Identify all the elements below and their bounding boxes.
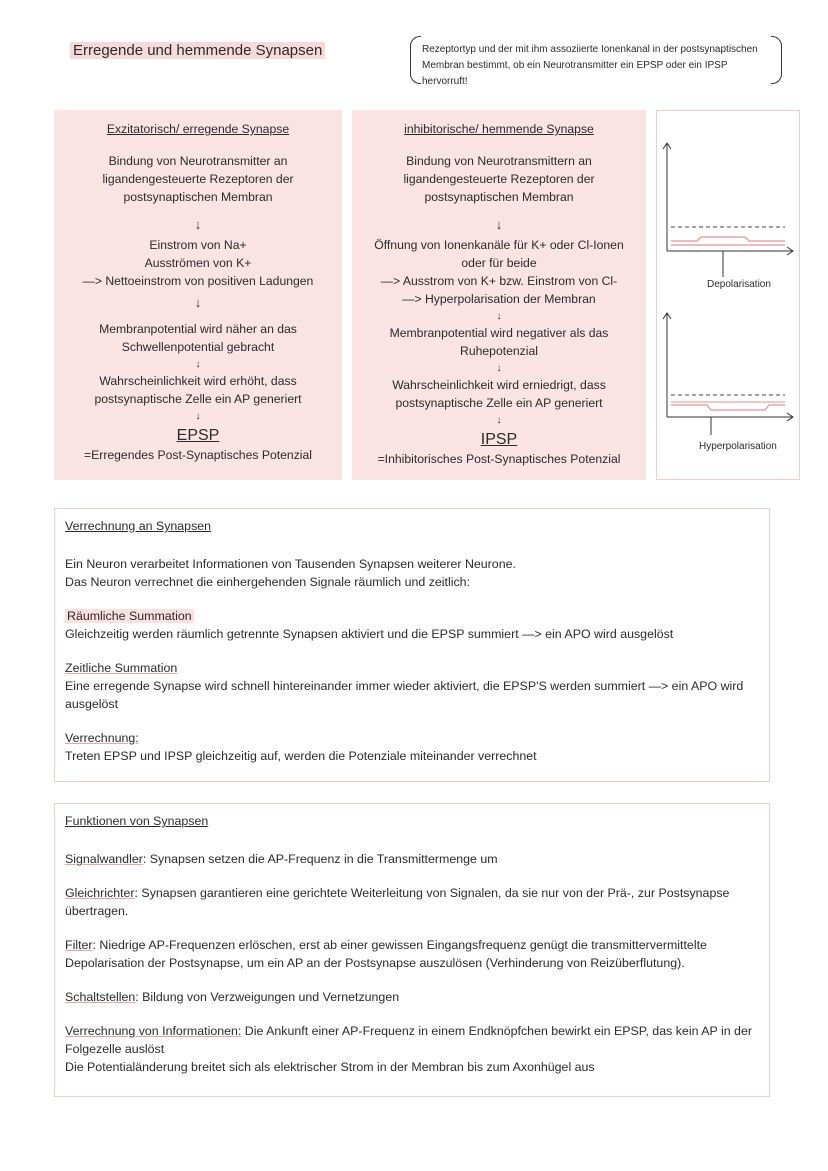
arrow-down-icon: ↓ bbox=[194, 217, 202, 232]
depolarisation-label: Depolarisation bbox=[707, 279, 771, 290]
zeitliche-summation: Zeitliche Summation Eine erregende Synapse wird schnell hintereinander immer wieder aktiviert, die EPSP'S werden summiert —> ein APO wird ausgelöst bbox=[65, 661, 744, 711]
arrow-down-icon: ↓ bbox=[496, 311, 502, 322]
funktionen-heading: Funktionen von Synapsen bbox=[65, 814, 209, 828]
excitatory-box bbox=[54, 110, 342, 480]
funktion-item: Schaltstellen: Bildung von Verzweigungen und Vernetzungen bbox=[65, 990, 400, 1004]
inhibitory-step1: Bindung von Neurotransmittern an ligandengesteuerte Rezeptoren der postsynaptischen Membran bbox=[403, 154, 595, 204]
arrow-down-icon: ↓ bbox=[195, 411, 201, 422]
funktion-item: Signalwandler: Synapsen setzen die AP-Frequenz in die Transmittermenge um bbox=[65, 852, 498, 866]
funktion-item: Filter: Niedrige AP-Frequenzen erlöschen, erst ab einer gewissen Eingangsfrequenz genügt die transmittervermittelte Depolarisation der Postsynapse, um ein AP an der Postsynapse auszulösen (Verhinderung von Reizüberflutung). bbox=[65, 938, 707, 970]
bracket-left bbox=[410, 36, 421, 84]
note-text: Rezeptortyp und der mit ihm assoziierte Ionenkanal in der postsynaptischen Membran bestimmt, ob ein Neurotransmitter ein EPSP oder ein IPSP hervorruft! bbox=[422, 44, 758, 87]
hyperpolarisation-label: Hyperpolarisation bbox=[699, 441, 777, 452]
page-title: Erregende und hemmende Synapsen bbox=[70, 42, 325, 59]
verrechnung-heading: Verrechnung an Synapsen bbox=[65, 519, 212, 533]
excitatory-step1: Bindung von Neurotransmitter an ligandengesteuerte Rezeptoren der postsynaptischen Membran bbox=[102, 154, 294, 204]
inhibitory-box bbox=[352, 110, 646, 480]
arrow-down-icon: ↓ bbox=[496, 415, 502, 426]
inhibitory-heading: inhibitorische/ hemmende Synapse bbox=[404, 122, 594, 136]
ipsp-curve bbox=[671, 405, 785, 410]
epsp-full: =Erregendes Post-Synaptisches Potenzial bbox=[84, 448, 312, 462]
graph-box bbox=[656, 110, 800, 480]
arrow-down-icon: ↓ bbox=[195, 359, 201, 370]
arrow-down-icon: ↓ bbox=[194, 295, 202, 310]
funktion-item: Gleichrichter: Synapsen garantieren eine gerichtete Weiterleitung von Signalen, da sie nur von der Prä-, zur Postsynapse übertragen. bbox=[65, 886, 730, 918]
epsp-curve bbox=[671, 237, 785, 241]
excitatory-heading: Exzitatorisch/ erregende Synapse bbox=[106, 122, 290, 136]
potential-graphs bbox=[657, 111, 799, 479]
excitatory-step4: Wahrscheinlichkeit wird erhöht, dass postsynaptische Zelle ein AP generiert bbox=[94, 374, 302, 406]
epsp-label: EPSP bbox=[176, 427, 220, 444]
ipsp-label: IPSP bbox=[480, 431, 518, 448]
excitatory-step3: Membranpotential wird näher an das Schwellenpotential gebracht bbox=[99, 322, 297, 354]
depolarisation-graph bbox=[663, 143, 793, 277]
funktion-last-line: Die Potentialänderung breitet sich als elektrischer Strom in der Membran bis zum Axonhügel aus bbox=[65, 1060, 595, 1074]
zeitliche-summation-title: Zeitliche Summation bbox=[65, 661, 178, 675]
raeumliche-summation: Räumliche Summation Gleichzeitig werden räumlich getrennte Synapsen aktiviert und die EPSP summiert —> ein APO wird ausgelöst bbox=[65, 609, 674, 641]
ipsp-full: =Inhibitorisches Post-Synaptisches Potenzial bbox=[377, 452, 621, 466]
verrechnung-intro: Ein Neuron verarbeitet Informationen von Tausenden Synapsen weiterer Neurone. Das Neuron verrechnet die einhergehenden Signale räumlich und zeitlich: bbox=[65, 557, 516, 589]
arrow-down-icon: ↓ bbox=[495, 217, 503, 232]
raeumliche-summation-title: Räumliche Summation bbox=[67, 609, 192, 623]
verrechnung-rule: Verrechnung: Treten EPSP und IPSP gleichzeitig auf, werden die Potenziale miteinander verrechnet bbox=[65, 731, 537, 763]
excitatory-step2: Einstrom von Na+ Ausströmen von K+ —> Nettoeinstrom von positiven Ladungen bbox=[82, 238, 314, 288]
hyperpolarisation-graph bbox=[663, 313, 793, 435]
arrow-down-icon: ↓ bbox=[496, 363, 502, 374]
note-box bbox=[410, 36, 782, 87]
inhibitory-step4: Wahrscheinlichkeit wird erniedrigt, dass postsynaptische Zelle ein AP generiert bbox=[392, 378, 606, 410]
funktion-item: Verrechnung von Informationen: Die Ankunft einer AP-Frequenz in einem Endknöpfchen bewirkt ein EPSP, das kein AP in der Folgezelle auslöst Die Potentialänderung breitet sich als elektrischer Strom in der Membran bis zum Axonhügel aus bbox=[65, 1024, 752, 1074]
funktionen-section bbox=[54, 803, 770, 1097]
inhibitory-step2: Öffnung von Ionenkanäle für K+ oder Cl-Ionen oder für beide —> Ausstrom von K+ bzw. Einstrom von Cl- —> Hyperpolarisation der Membran bbox=[374, 238, 624, 306]
verrechnung-title: Verrechnung: bbox=[65, 731, 139, 745]
inhibitory-step3: Membranpotential wird negativer als das Ruhepotenzial bbox=[389, 326, 609, 358]
verrechnung-section bbox=[54, 508, 770, 782]
bracket-right bbox=[771, 36, 782, 84]
